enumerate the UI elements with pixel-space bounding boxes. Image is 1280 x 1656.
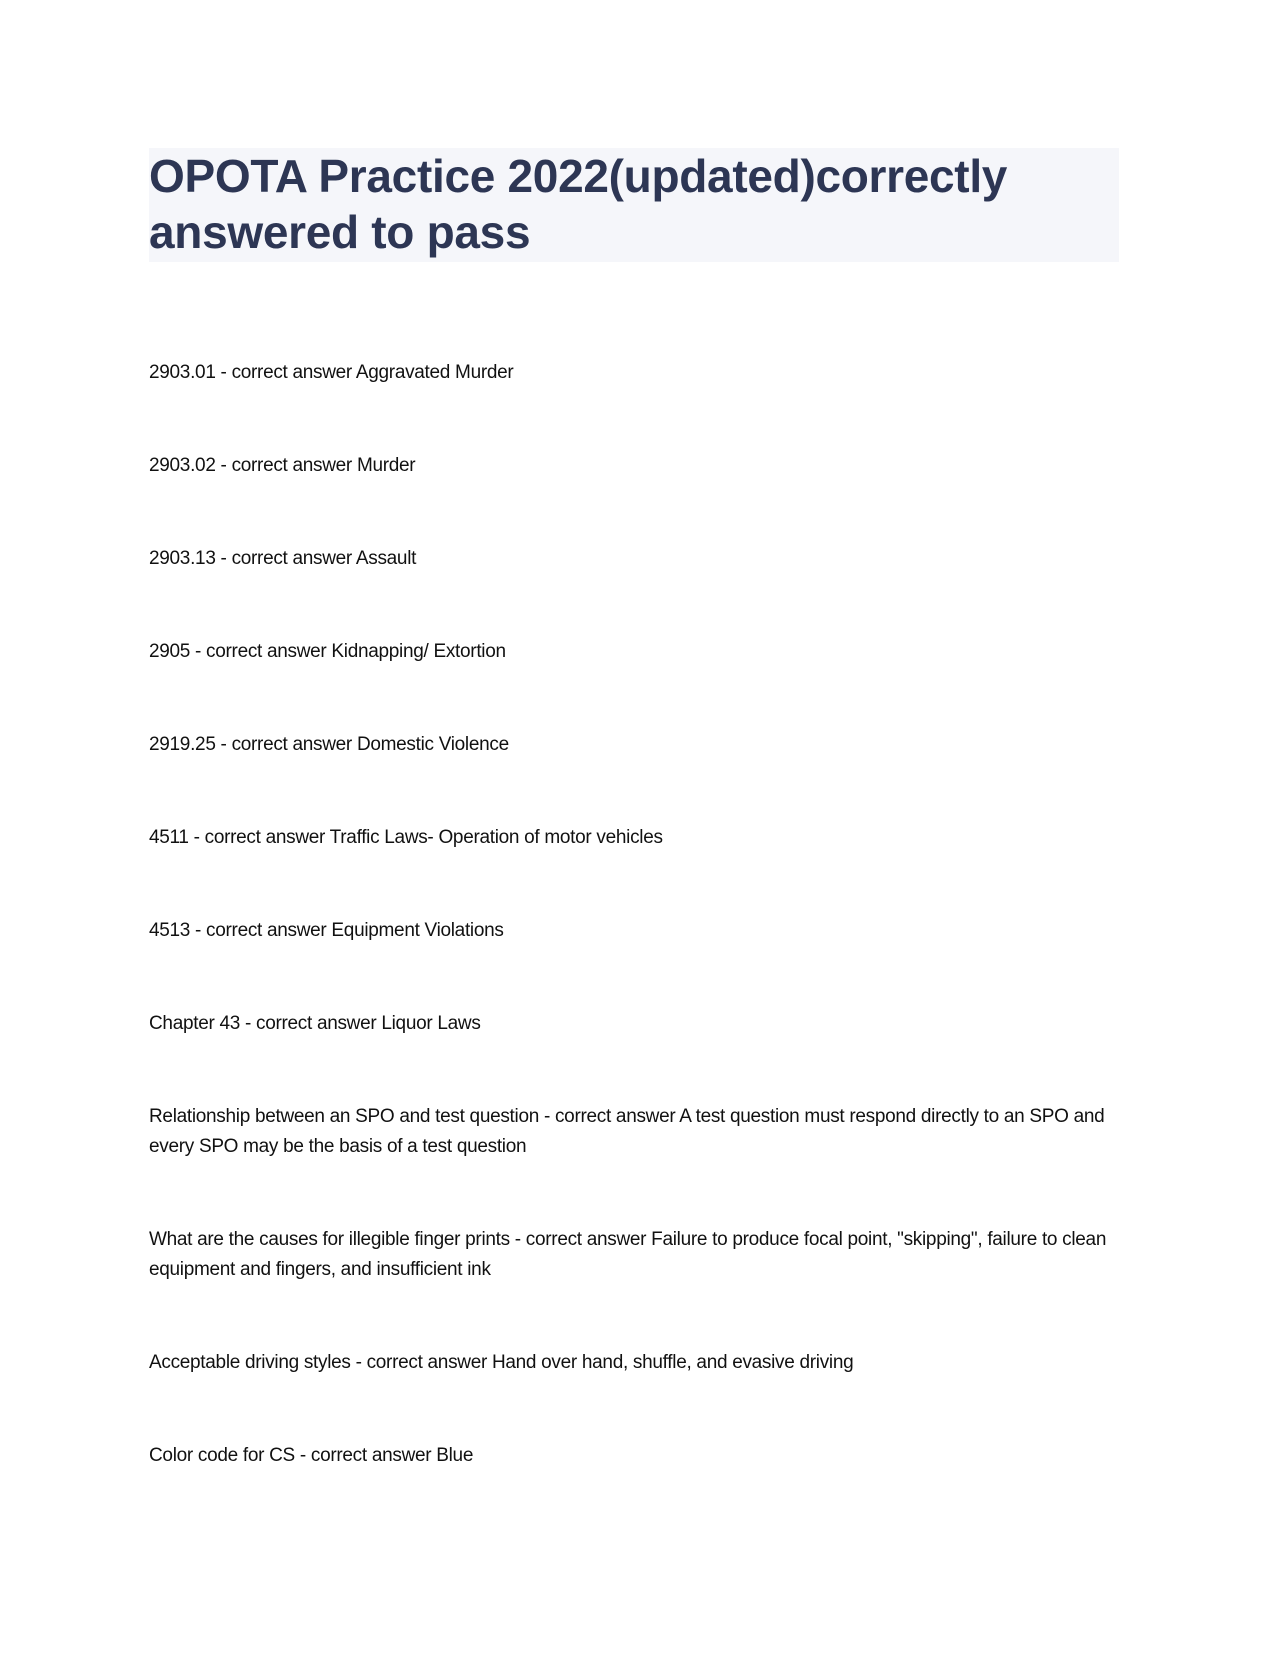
qa-item: Acceptable driving styles - correct answer Hand over hand, shuffle, and evasive driving bbox=[149, 1352, 854, 1373]
qa-item: 2903.02 - correct answer Murder bbox=[149, 455, 416, 476]
qa-item: Relationship between an SPO and test question - correct answer A test question must respond directly to an SPO and every SPO may be the basis of a test question bbox=[149, 1106, 1105, 1157]
qa-list bbox=[149, 358, 1129, 1534]
qa-item: 4513 - correct answer Equipment Violations bbox=[149, 920, 504, 941]
document-title: OPOTA Practice 2022(updated)correctly answered to pass bbox=[149, 148, 1119, 262]
qa-item: 4511 - correct answer Traffic Laws- Operation of motor vehicles bbox=[149, 827, 663, 848]
qa-item: 2903.13 - correct answer Assault bbox=[149, 548, 417, 569]
qa-item: 2919.25 - correct answer Domestic Violence bbox=[149, 734, 509, 755]
qa-item: Color code for CS - correct answer Blue bbox=[149, 1445, 474, 1466]
qa-item: 2905 - correct answer Kidnapping/ Extortion bbox=[149, 641, 506, 662]
qa-item: 2903.01 - correct answer Aggravated Murder bbox=[149, 362, 514, 383]
qa-item: What are the causes for illegible finger prints - correct answer Failure to produce focal point, "skipping", failure to clean equipment and fingers, and insufficient ink bbox=[149, 1229, 1107, 1280]
qa-item: Chapter 43 - correct answer Liquor Laws bbox=[149, 1013, 481, 1034]
